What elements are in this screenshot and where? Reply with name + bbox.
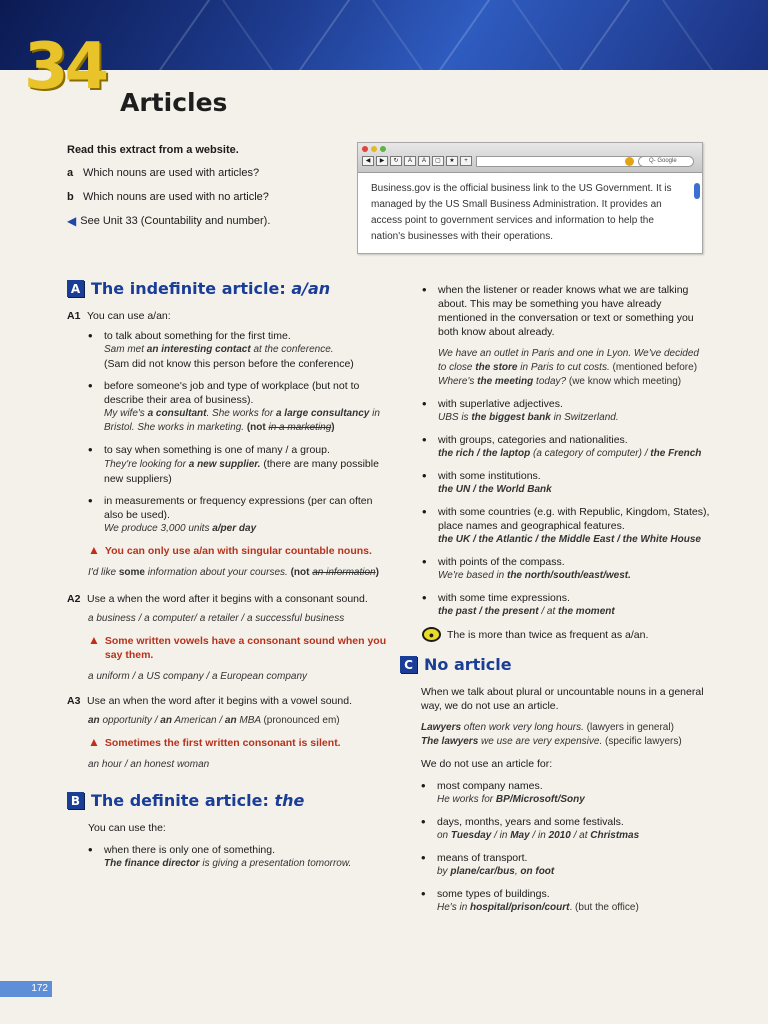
warning-icon: ▲ xyxy=(88,633,100,647)
warning-note: ▲ Some written vowels have a consonant sound when you say them. xyxy=(88,633,387,661)
reload-icon[interactable]: ↻ xyxy=(390,156,402,166)
see-reference: See Unit 33 (Countability and number). xyxy=(80,215,271,227)
list-item: • most company names. He works for BP/Microsoft/Sony xyxy=(421,779,710,807)
list-item: • means of transport. by plane/car/bus, on foot xyxy=(421,851,710,879)
c-list xyxy=(400,779,710,915)
list-item: • with points of the compass. We're based in the north/south/east/west. xyxy=(422,555,710,583)
section-c-heading: C No article xyxy=(400,656,710,673)
list-item: • when the listener or reader knows what we are talking about. This may be something you have already mentioned in the conversation or text or something you both know about already. We have an outlet in Paris and one in Lyon. We've decided to close the store in Paris to cut costs. (mentioned before) Where's the meeting today? (we know which meeting) xyxy=(422,283,710,389)
bookmark-icon[interactable]: ★ xyxy=(446,156,458,166)
left-column: A The indefinite article: a/an A1 You can use a/an: • to talk about something for the first time. Sam met an interesting contact at the conference. (Sam did not know this person before the conference) • before someone's job and type of workplace (but not to describe their area of business). My wife's a consultant. She works for a large consultancy in Bristol. She works in marketing. (not in a marketing) • to say when something is one of many / a group. They're looking for a new supplier. (there are many possible new suppliers) • in measurements or frequency expressions (per can often also be used). We produce 3,000 units a/per day ▲ You can only use a/an with singular countable nouns. I'd like some information about your courses. (not an information) A2 Use a when the word after it begins with a consonant sound. a business / a computer/ a retailer / a successful business ▲ Some written vowels have a consonant sound when you say them. a uniform / a US company / a European company A3 Use an when the word after it begins with a vowel sound. an opportunity / an American / an MBA (pronounced em) ▲ Sometimes the first written consonant is silent. an hour / an honest woman B The definite article: the You can use the: • when there is only one of something. The finance director is giving a presentation tomorrow. xyxy=(67,280,387,879)
font-large-icon[interactable]: A xyxy=(418,156,430,166)
eye-icon: ● xyxy=(422,627,441,642)
font-small-icon[interactable]: A xyxy=(404,156,416,166)
section-letter: B xyxy=(67,792,84,809)
unit-number: 34 xyxy=(24,30,106,104)
list-item: • with groups, categories and nationalities. the rich / the laptop (a category of computer) / the French xyxy=(422,433,710,461)
warning-icon: ▲ xyxy=(88,543,100,557)
list-item: • to talk about something for the first time. Sam met an interesting contact at the conference. (Sam did not know this person before the conference) xyxy=(88,329,387,371)
search-input[interactable]: Q- Google xyxy=(638,156,694,167)
intro-title: Read this extract from a website. xyxy=(67,144,239,156)
list-item: • some types of buildings. He's in hospital/prison/court. (but the office) xyxy=(421,887,710,915)
list-item: • with some time expressions. the past / the present / at the moment xyxy=(422,591,710,619)
browser-content: Business.gov is the official business link to the US Government. It is managed by the US Small Business Administration. It provides an access point to government services and information to help the nation's businesses with their operations. xyxy=(371,183,672,242)
warning-icon: ▲ xyxy=(88,735,100,749)
maximize-dot-icon[interactable] xyxy=(380,146,386,152)
page-title: Articles xyxy=(120,88,228,117)
list-item: • when there is only one of something. The finance director is giving a presentation tomorrow. xyxy=(88,843,387,871)
b-list-cont xyxy=(400,283,710,619)
warning-note: ▲ Sometimes the first written consonant is silent. xyxy=(88,735,341,749)
intro-task: Read this extract from a website. a Which nouns are used with articles? b Which nouns are used with no article? ◀ See Unit 33 (Countability and number). xyxy=(67,143,347,229)
header-banner xyxy=(0,0,768,70)
arrow-left-icon: ◀ xyxy=(67,214,77,228)
scrollbar[interactable] xyxy=(694,183,700,243)
list-item: • with some countries (e.g. with Republic, Kingdom, States), place names and geographical features. the UK / the Atlantic / the Middle East / the White House xyxy=(422,505,710,547)
b-list xyxy=(67,843,387,871)
list-item: • with some institutions. the UN / the World Bank xyxy=(422,469,710,497)
browser-window xyxy=(357,142,703,254)
right-column: • when the listener or reader knows what we are talking about. This may be something you have already mentioned in the conversation or text or something you both know about already. We have an outlet in Paris and one in Lyon. We've decided to close the store in Paris to cut costs. (mentioned before) Where's the meeting today? (we know which meeting) • with superlative adjectives. UBS is the biggest bank in Switzerland. • with groups, categories and nationalities. the rich / the laptop (a category of computer) / the French • with some institutions. the UN / the World Bank • with some countries (e.g. with Republic, Kingdom, States), place names and geographical features. the UK / the Atlantic / the Middle East / the White House • with points of the compass. We're based in the north/south/east/west. • with some time expressions. the past / the present / at the moment ● The is more than twice as frequent as a/an. C No article When we talk about plural or uncountable nouns in a general way, we do not use an article. Lawyers often work very long hours. (lawyers in general) The lawyers we use are very expensive. (specific lawyers) We do not use an article for: • most company names. He works for BP/Microsoft/Sony • days, months, years and some festivals. on Tuesday / in May / in 2010 / at Christmas • means of transport. by plane/car/bus, on foot • some types of buildings. He's in hospital/prison/court. (but the office) xyxy=(400,283,710,923)
rss-icon[interactable] xyxy=(625,157,634,166)
warning-note: ▲ You can only use a/an with singular countable nouns. xyxy=(88,543,372,557)
page-number: 172 xyxy=(0,981,52,997)
add-icon[interactable]: + xyxy=(460,156,472,166)
minimize-dot-icon[interactable] xyxy=(371,146,377,152)
section-letter: C xyxy=(400,656,417,673)
list-item: • with superlative adjectives. UBS is the biggest bank in Switzerland. xyxy=(422,397,710,425)
list-item: • in measurements or frequency expressions (per can often also be used). We produce 3,000 units a/per day xyxy=(88,494,387,536)
address-bar[interactable] xyxy=(476,156,664,167)
page-icon[interactable]: ▢ xyxy=(432,156,444,166)
list-item: • to say when something is one of many / a group. They're looking for a new supplier. (there are many possible new suppliers) xyxy=(88,443,387,486)
back-icon[interactable]: ◀ xyxy=(362,156,374,166)
intro-question-b: Which nouns are used with no article? xyxy=(83,191,269,203)
section-letter: A xyxy=(67,280,84,297)
forward-icon[interactable]: ▶ xyxy=(376,156,388,166)
list-item: • days, months, years and some festivals. on Tuesday / in May / in 2010 / at Christmas xyxy=(421,815,710,843)
section-b-heading: B The definite article: the xyxy=(67,792,387,809)
close-dot-icon[interactable] xyxy=(362,146,368,152)
tip-note: ● The is more than twice as frequent as a/an. xyxy=(422,627,710,642)
a1-list xyxy=(67,329,387,536)
intro-question-a: Which nouns are used with articles? xyxy=(83,167,260,179)
browser-toolbar xyxy=(358,143,702,173)
list-item: • before someone's job and type of workplace (but not to describe their area of business). My wife's a consultant. She works for a large consultancy in Bristol. She works in marketing. (not in a marketing) xyxy=(88,379,387,435)
section-a-heading: A The indefinite article: a/an xyxy=(67,280,387,297)
